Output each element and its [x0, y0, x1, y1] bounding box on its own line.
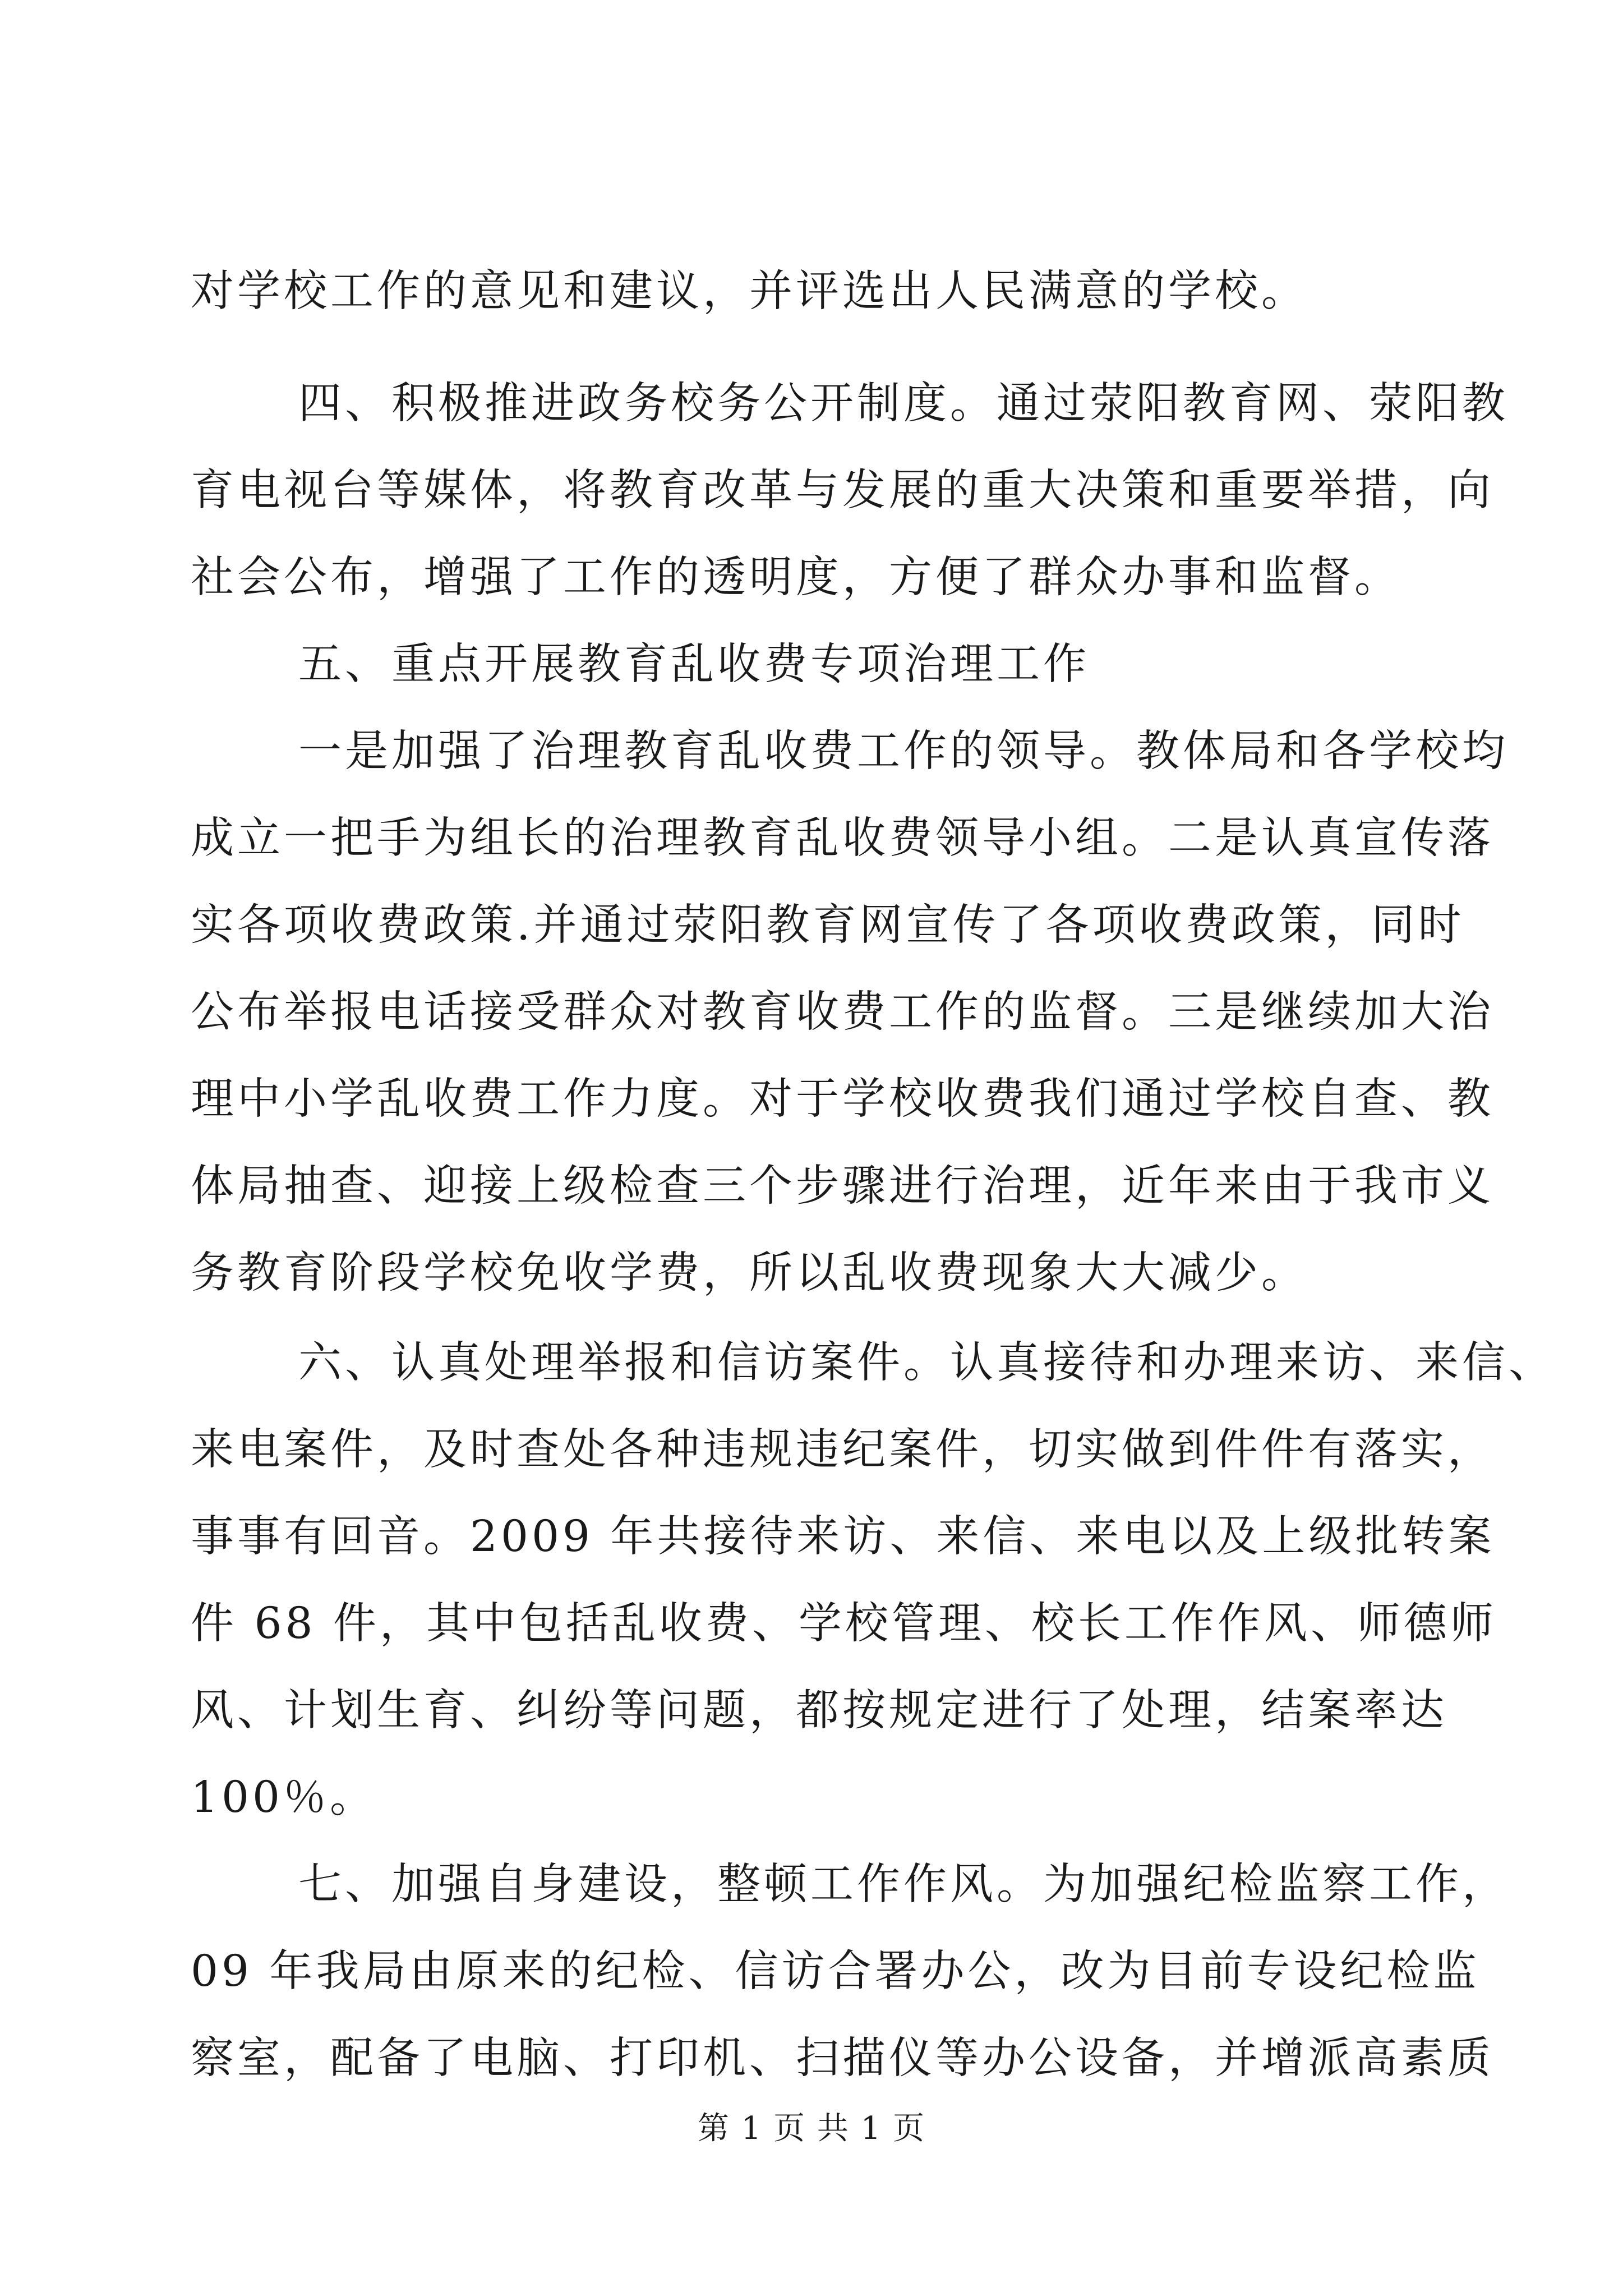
text-line: 件 68 件，其中包括乱收费、学校管理、校长工作作风、师德师: [191, 1599, 1497, 1649]
text-line: 100％。: [191, 1773, 376, 1823]
section-five-heading: 五、重点开展教育乱收费专项治理工作: [298, 639, 1090, 689]
text-line: 社会公布，增强了工作的透明度，方便了群众办事和监督。: [191, 553, 1401, 602]
text-line: 事事有回音。2009 年共接待来访、来信、来电以及上级批转案: [191, 1512, 1495, 1562]
text-line: 对学校工作的意见和建议，并评选出人民满意的学校。: [191, 266, 1308, 316]
text-line: 实各项收费政策.并通过荥阳教育网宣传了各项收费政策，同时: [191, 900, 1465, 950]
text-line: 09 年我局由原来的纪检、信访合署办公，改为目前专设纪检监: [191, 1947, 1480, 1996]
text-line: 理中小学乱收费工作力度。对于学校收费我们通过学校自查、教: [191, 1074, 1494, 1124]
section-seven-line: 七、加强自身建设，整顿工作作风。为加强纪检监察工作，: [298, 1860, 1509, 1910]
text-line: 育电视台等媒体，将教育改革与发展的重大决策和重要举措，向: [191, 466, 1494, 516]
text-line: 公布举报电话接受群众对教育收费工作的监督。三是继续加大治: [191, 987, 1494, 1037]
section-six-line: 六、认真处理举报和信访案件。认真接待和办理来访、来信、: [298, 1338, 1555, 1388]
text-line: 风、计划生育、纠纷等问题，都按规定进行了处理，结案率达: [191, 1686, 1447, 1736]
text-line: 来电案件，及时查处各种违规违纪案件，切实做到件件有落实，: [191, 1425, 1494, 1475]
section-four-line: 四、积极推进政务校务公开制度。通过荥阳教育网、荥阳教: [298, 379, 1509, 429]
text-line: 体局抽查、迎接上级检查三个步骤进行治理，近年来由于我市义: [191, 1161, 1494, 1211]
text-line: 察室，配备了电脑、打印机、扫描仪等办公设备，并增派高素质: [191, 2033, 1494, 2083]
text-line: 务教育阶段学校免收学费，所以乱收费现象大大减少。: [191, 1248, 1308, 1298]
text-line: 一是加强了治理教育乱收费工作的领导。教体局和各学校均: [298, 726, 1509, 776]
text-line: 成立一把手为组长的治理教育乱收费领导小组。二是认真宣传落: [191, 813, 1494, 863]
page-number-footer: 第 1 页 共 1 页: [697, 2110, 926, 2147]
